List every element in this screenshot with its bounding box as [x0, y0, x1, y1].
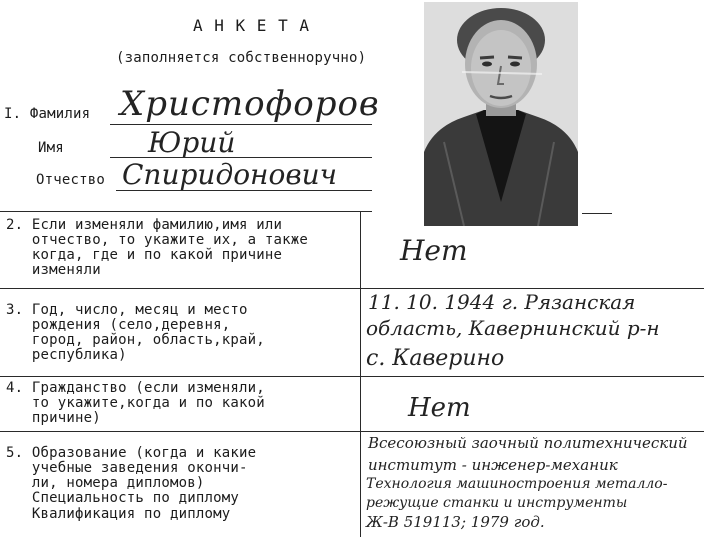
patronymic-underline: [116, 190, 372, 191]
name-value: Юрий: [148, 126, 236, 159]
question-5-line: 5. Образование (когда и какие: [6, 445, 257, 461]
question-5-line: ли, номера дипломов): [6, 475, 205, 491]
form-subtitle: (заполняется собственноручно): [116, 50, 367, 66]
question-2-line: изменяли: [6, 262, 101, 278]
table-row-rule-3: [0, 431, 704, 432]
answer-5-line: Всесоюзный заочный политехнический: [368, 434, 688, 452]
question-2-line: 2. Если изменяли фамилию,имя или: [6, 217, 283, 233]
portrait-photo: [424, 2, 578, 226]
answer-3-line: 11. 10. 1944 г. Рязанская: [368, 290, 636, 314]
question-4-line: то укажите,когда и по какой: [6, 395, 265, 411]
answer-4: Нет: [408, 393, 471, 423]
question-4-line: причине): [6, 410, 101, 426]
question-3-line: город, район, область,край,: [6, 332, 265, 348]
question-5-line: Специальность по диплому: [6, 490, 239, 506]
question-5-line: Квалификация по диплому: [6, 506, 231, 522]
table-row-rule-1: [0, 288, 704, 289]
question-3-line: 3. Год, число, месяц и место: [6, 302, 248, 318]
form-title: А Н К Е Т А: [193, 16, 310, 35]
answer-3-line: с. Каверино: [366, 346, 505, 371]
answer-5-line: Технология машиностроения металло-: [366, 476, 668, 492]
answer-5-line: Ж-В 519113; 1979 год.: [366, 513, 545, 531]
name-label: Имя: [38, 140, 64, 156]
table-column-divider: [360, 211, 361, 537]
surname-underline: [110, 124, 372, 125]
table-row-rule-2: [0, 376, 704, 377]
question-2-line: отчество, то укажите их, а также: [6, 232, 309, 248]
question-5-line: учебные заведения окончи-: [6, 460, 248, 476]
question-2-line: когда, где и по какой причине: [6, 247, 283, 263]
question-4-line: 4. Гражданство (если изменяли,: [6, 380, 265, 396]
answer-5-line: институт - инженер-механик: [368, 456, 618, 474]
answer-5-line: режущие станки и инструменты: [366, 495, 628, 511]
answer-3-line: область, Кавернинский р-н: [366, 316, 660, 340]
photo-side-rule: [582, 213, 612, 214]
patronymic-value: Спиридонович: [122, 158, 338, 191]
question-3-line: рождения (село,деревня,: [6, 317, 231, 333]
question-3-line: республика): [6, 347, 127, 363]
surname-label: I. Фамилия: [4, 106, 91, 122]
table-top-rule: [0, 211, 372, 212]
patronymic-label: Отчество: [36, 172, 106, 188]
surname-value: Христофоров: [120, 84, 380, 124]
answer-2: Нет: [400, 234, 468, 267]
